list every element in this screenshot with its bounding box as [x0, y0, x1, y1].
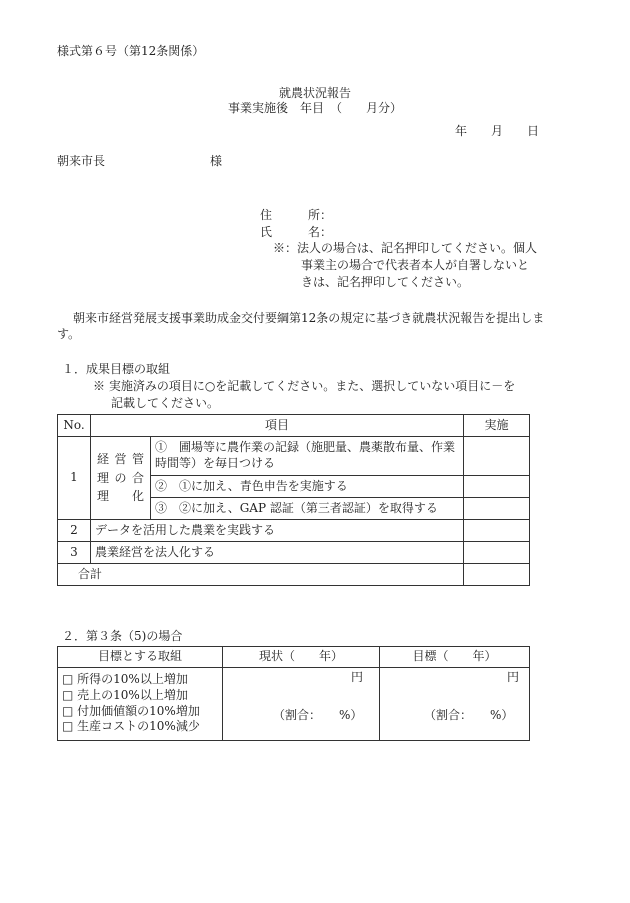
header-item: 項目	[91, 415, 464, 437]
goal-table	[57, 646, 530, 741]
row2-text: データを活用した農業を実践する	[91, 520, 464, 542]
row1-sub-3-done-cell[interactable]	[464, 498, 530, 520]
target-cell[interactable]	[380, 667, 530, 740]
applicant-note-line-2: 事業主の場合で代表者本人が自署しないと	[301, 258, 530, 272]
row1-sub-2: ② ①に加え、青色申告を実施する	[151, 476, 464, 498]
achievement-table	[57, 414, 530, 586]
goal-options	[58, 667, 223, 740]
header-current: 現状（ 年）	[223, 647, 380, 668]
current-yen-unit: 円	[350, 669, 363, 684]
document-title: 就農状況報告	[278, 86, 351, 100]
section1-heading: １．成果目標の取組	[62, 362, 171, 376]
goal-option-income[interactable]: □ 所得の10%以上増加	[62, 672, 188, 687]
applicant-note-line-3: きは、記名押印してください。	[301, 275, 470, 289]
section2-heading: ２．第３条（5)の場合	[62, 629, 183, 643]
row3-done-cell[interactable]	[464, 542, 530, 564]
body-text-line-1: 朝来市経営発展支援事業助成金交付要綱第12条の規定に基づき就農状況報告を提出しま	[73, 311, 545, 325]
form-number: 様式第６号（第12条関係）	[57, 44, 205, 58]
total-label: 合計	[58, 564, 464, 586]
header-target: 目標（ 年）	[380, 647, 530, 668]
goal-option-cost[interactable]: □ 生産コストの10%減少	[62, 719, 200, 734]
addressee-honorific: 様	[210, 154, 223, 168]
table-row	[58, 564, 530, 586]
goal-option-value-added[interactable]: □ 付加価値額の10%増加	[62, 703, 200, 718]
current-cell[interactable]	[223, 667, 380, 740]
table-row	[58, 437, 530, 476]
table-row	[58, 667, 530, 740]
date-line: 年 月 日	[455, 124, 540, 138]
section1-note-line-2: 記載してください。	[111, 396, 220, 410]
address-label: 住 所：	[260, 208, 333, 222]
name-label: 氏 名：	[260, 225, 333, 239]
addressee: 朝来市長	[57, 154, 106, 168]
table-row	[58, 542, 530, 564]
row1-sub-1: ① 圃場等に農作業の記録（施肥量、農薬散布量、作業時間等）を毎日つける	[151, 437, 464, 476]
row1-sub-3: ③ ②に加え、GAP 認証（第三者認証）を取得する	[151, 498, 464, 520]
applicant-note-line-1: ※：法人の場合は、記名押印してください。個人	[273, 241, 538, 255]
total-done-cell[interactable]	[464, 564, 530, 586]
target-yen-unit: 円	[506, 669, 519, 684]
row3-text: 農業経営を法人化する	[91, 542, 464, 564]
row1-sub-1-done-cell[interactable]	[464, 437, 530, 476]
row1-no: 1	[58, 437, 91, 520]
row2-done-cell[interactable]	[464, 520, 530, 542]
row1-group-label: 経営管理の合理化	[91, 437, 151, 520]
target-ratio: （割合： %）	[424, 707, 514, 722]
row3-no: 3	[58, 542, 91, 564]
table-row	[58, 520, 530, 542]
achievement-table-header	[58, 415, 530, 437]
header-goal: 目標とする取組	[58, 647, 223, 668]
section1-note-line-1: ※ 実施済みの項目に○を記載してください。また、選択していない項目に－を	[93, 379, 516, 393]
row2-no: 2	[58, 520, 91, 542]
header-done: 実施	[464, 415, 530, 437]
row1-sub-2-done-cell[interactable]	[464, 476, 530, 498]
header-no: No.	[58, 415, 91, 437]
goal-table-header	[58, 647, 530, 668]
current-ratio: （割合： %）	[273, 707, 363, 722]
body-text-line-2: す。	[57, 327, 81, 341]
goal-option-sales[interactable]: □ 売上の10%以上増加	[62, 688, 188, 702]
document-subtitle: 事業実施後 年目 （ 月分）	[227, 101, 402, 115]
